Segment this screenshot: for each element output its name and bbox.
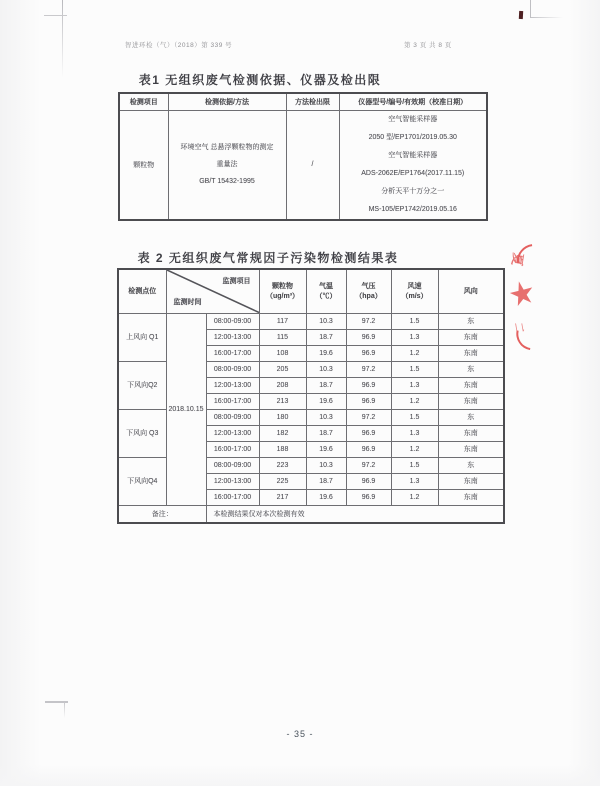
pressure-cell: 96.9	[346, 377, 391, 393]
dir-cell: 东南	[438, 489, 504, 505]
table1-detection-basis	[118, 92, 488, 221]
pm-cell: 182	[259, 425, 306, 441]
pm-cell: 205	[259, 361, 306, 377]
page-count-header: 第 3 页 共 8 页	[404, 42, 452, 49]
speed-cell: 1.3	[391, 377, 438, 393]
temp-cell: 10.3	[306, 409, 346, 425]
speed-cell: 1.5	[391, 313, 438, 329]
table1-header-instrument: 仪器型号/编号/有效期（校准日期）	[339, 93, 487, 110]
page-number: - 35 -	[286, 729, 314, 739]
time-cell: 12:00-13:00	[206, 473, 259, 489]
paper-edge-shade-bottom	[0, 762, 600, 786]
table1-header-limit: 方法检出限	[286, 93, 339, 110]
header-temp-unit: （℃）	[315, 293, 337, 301]
speed-cell: 1.3	[391, 473, 438, 489]
header-pm-unit: （ug/m³）	[265, 293, 300, 301]
pressure-cell: 96.9	[346, 473, 391, 489]
pm-cell: 188	[259, 441, 306, 457]
dir-cell: 东	[438, 409, 504, 425]
pressure-cell: 96.9	[346, 345, 391, 361]
table2-title: 表 2 无组织废气常规因子污染物检测结果表	[137, 251, 399, 265]
pm-cell: 115	[259, 329, 306, 345]
time-cell: 08:00-09:00	[206, 361, 259, 377]
temp-cell: 18.7	[306, 473, 346, 489]
table2-results	[117, 268, 505, 524]
seal-star-icon	[507, 278, 534, 309]
pressure-cell: 96.9	[346, 441, 391, 457]
time-cell: 12:00-13:00	[206, 329, 259, 345]
table2-header-row	[118, 269, 504, 313]
table1-title: 表1 无组织废气检测依据、仪器及检出限	[138, 73, 382, 87]
instrument-line: ADS-2062E/EP1764(2017.11.15)	[361, 169, 465, 177]
speed-cell: 1.5	[391, 361, 438, 377]
table2-header-dir: 风向	[438, 269, 504, 313]
header-pressure-label: 气压	[361, 283, 376, 291]
pm-cell: 108	[259, 345, 306, 361]
pm-cell: 225	[259, 473, 306, 489]
dir-cell: 东南	[438, 473, 504, 489]
method-line: 环境空气 总悬浮颗粒物的测定	[180, 144, 274, 151]
speed-cell: 1.2	[391, 345, 438, 361]
dir-cell: 东南	[438, 329, 504, 345]
speed-cell: 1.2	[391, 441, 438, 457]
pressure-cell: 97.2	[346, 313, 391, 329]
instrument-line: 空气智能采样器	[388, 115, 438, 123]
dir-cell: 东	[438, 313, 504, 329]
crop-mark-top-right-horizontal	[531, 17, 563, 18]
seal-character-bottom: 二	[511, 321, 526, 335]
speed-cell: 1.5	[391, 409, 438, 425]
table2-header-temp	[306, 269, 346, 313]
table1-header-row	[119, 93, 487, 110]
time-cell: 12:00-13:00	[206, 425, 259, 441]
table1-cell-instrument	[339, 110, 487, 220]
pm-cell: 213	[259, 393, 306, 409]
dir-cell: 东	[438, 457, 504, 473]
pm-cell: 217	[259, 489, 306, 505]
instrument-line: 2050 型/EP1701/2019.05.30	[368, 133, 457, 141]
crop-mark-top-right-vertical	[530, 0, 531, 18]
table2-header-point: 检测点位	[118, 269, 166, 313]
dir-cell: 东南	[438, 345, 504, 361]
instrument-line: MS-105/EP1742/2019.05.16	[368, 205, 457, 213]
temp-cell: 18.7	[306, 329, 346, 345]
header-speed-label: 风速	[407, 283, 422, 291]
speed-cell: 1.2	[391, 489, 438, 505]
point-cell: 下风向Q4	[118, 457, 166, 505]
dir-cell: 东南	[438, 441, 504, 457]
temp-cell: 19.6	[306, 489, 346, 505]
crop-mark-top-left-horizontal	[44, 15, 67, 16]
header-pm-label: 颗粒物	[272, 283, 293, 291]
remark-row	[118, 505, 504, 523]
instrument-line: 空气智能采样器	[388, 151, 438, 159]
speed-cell: 1.5	[391, 457, 438, 473]
pm-cell: 223	[259, 457, 306, 473]
crop-mark-top-left-vertical	[62, 0, 63, 78]
pressure-cell: 96.9	[346, 489, 391, 505]
table1-cell-method	[168, 110, 286, 220]
table1-data-row	[119, 110, 487, 220]
table2-header-pressure	[346, 269, 391, 313]
paper-edge-shade-left	[0, 0, 46, 786]
table1-header-item: 检测项目	[119, 93, 168, 110]
pressure-cell: 96.9	[346, 425, 391, 441]
temp-cell: 19.6	[306, 441, 346, 457]
speed-cell: 1.3	[391, 329, 438, 345]
temp-cell: 10.3	[306, 313, 346, 329]
point-cell: 下风向Q2	[118, 361, 166, 409]
temp-cell: 19.6	[306, 393, 346, 409]
temp-cell: 18.7	[306, 377, 346, 393]
paper-edge-shade-right	[562, 0, 600, 786]
red-seal-fragment	[505, 244, 534, 350]
remark-label-cell: 备注：	[118, 505, 206, 523]
time-cell: 08:00-09:00	[206, 457, 259, 473]
dir-cell: 东南	[438, 393, 504, 409]
table2-header-speed	[391, 269, 438, 313]
pressure-cell: 97.2	[346, 457, 391, 473]
temp-cell: 18.7	[306, 425, 346, 441]
diagonal-label-time: 监测时间	[173, 298, 202, 306]
temp-cell: 10.3	[306, 457, 346, 473]
time-cell: 08:00-09:00	[206, 409, 259, 425]
temp-cell: 19.6	[306, 345, 346, 361]
pm-cell: 208	[259, 377, 306, 393]
table1-cell-limit: /	[286, 110, 339, 220]
speed-cell: 1.3	[391, 425, 438, 441]
diagonal-label-item: 监测项目	[222, 278, 251, 285]
pressure-cell: 97.2	[346, 409, 391, 425]
table2-header-diagonal	[166, 269, 259, 313]
speed-cell: 1.2	[391, 393, 438, 409]
crop-mark-bottom-left-vertical	[64, 702, 65, 718]
header-pressure-unit: （hpa）	[355, 293, 382, 301]
point-cell: 上风向 Q1	[118, 313, 166, 361]
pressure-cell: 97.2	[346, 361, 391, 377]
time-cell: 16:00-17:00	[206, 345, 259, 361]
dir-cell: 东南	[438, 377, 504, 393]
point-cell: 下风向 Q3	[118, 409, 166, 457]
method-line: 重量法	[216, 161, 238, 168]
time-cell: 16:00-17:00	[206, 489, 259, 505]
instrument-line: 分析天平十万分之一	[381, 187, 445, 195]
pressure-cell: 96.9	[346, 393, 391, 409]
method-line: GB/T 15432-1995	[199, 178, 255, 185]
time-cell: 08:00-09:00	[206, 313, 259, 329]
table-row	[118, 313, 504, 329]
pm-cell: 117	[259, 313, 306, 329]
table2-header-pm	[259, 269, 306, 313]
seal-character-top: 夏	[509, 251, 526, 267]
header-speed-unit: （m/s）	[401, 293, 428, 301]
report-number-header: 智进环检（气）（2018）第 339 号	[125, 42, 233, 49]
time-cell: 16:00-17:00	[206, 393, 259, 409]
pm-cell: 180	[259, 409, 306, 425]
table1-header-method: 检测依据/方法	[168, 93, 286, 110]
date-cell: 2018.10.15	[166, 313, 206, 505]
dir-cell: 东南	[438, 425, 504, 441]
time-cell: 16:00-17:00	[206, 441, 259, 457]
time-cell: 12:00-13:00	[206, 377, 259, 393]
pressure-cell: 96.9	[346, 329, 391, 345]
dir-cell: 东	[438, 361, 504, 377]
registration-mark-icon	[519, 11, 523, 19]
remark-text-cell: 本检测结果仅对本次检测有效	[206, 505, 504, 523]
table1-cell-item: 颗粒物	[119, 110, 168, 220]
header-temp-label: 气温	[319, 283, 333, 291]
temp-cell: 10.3	[306, 361, 346, 377]
